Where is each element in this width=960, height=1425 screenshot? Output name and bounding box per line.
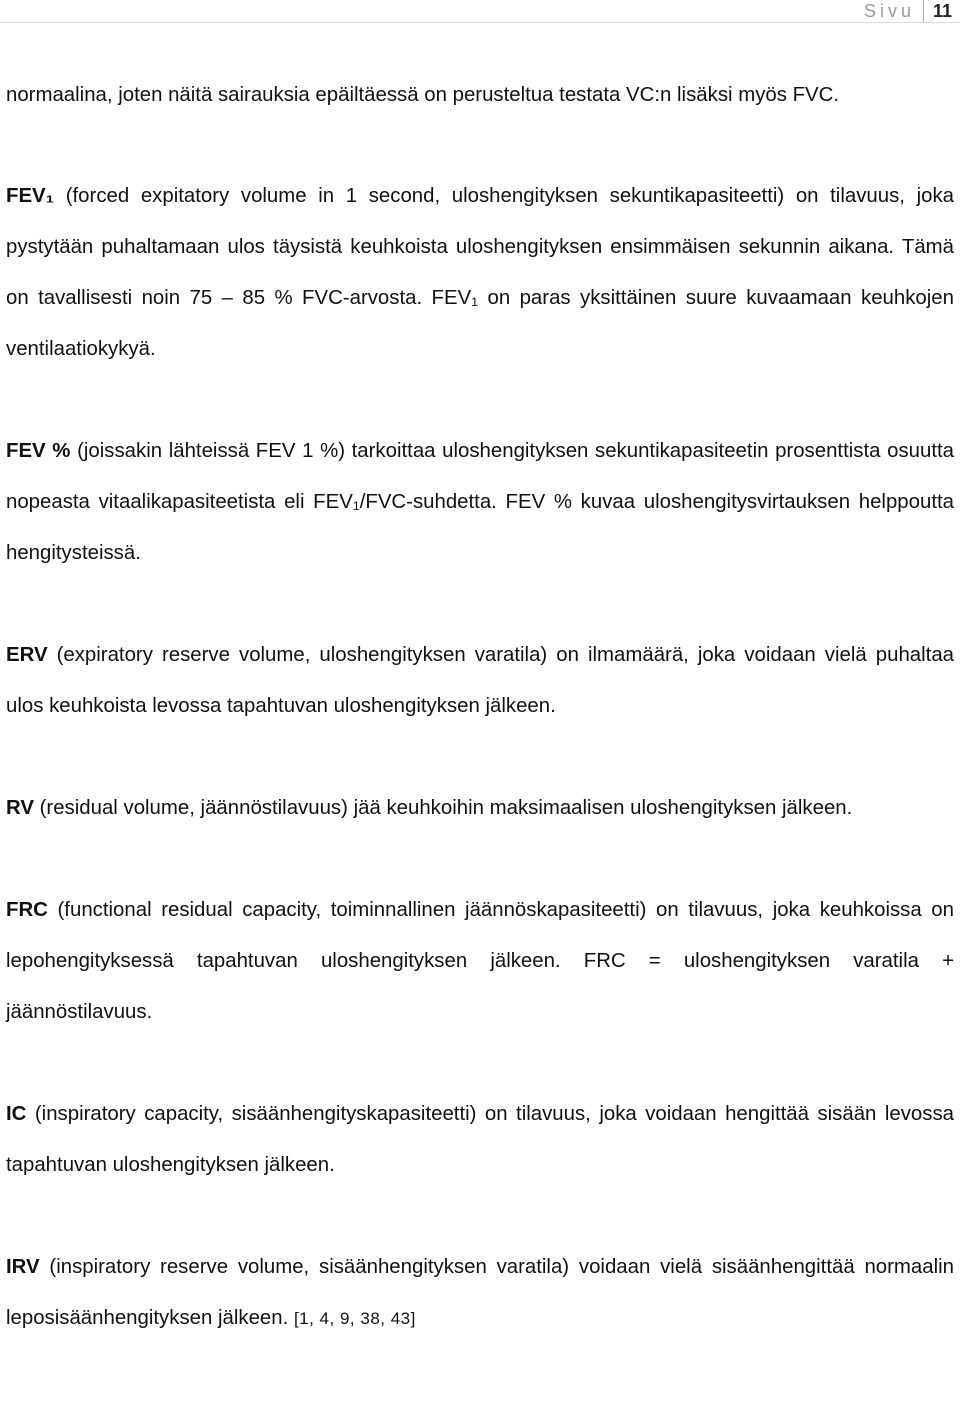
page-number-box xyxy=(864,0,952,22)
document-body xyxy=(6,70,954,1395)
paragraph-ic xyxy=(6,1089,954,1191)
paragraph-frc xyxy=(6,885,954,1038)
paragraph-text: (residual volume, jäännöstilavuus) jää keuhkoihin maksimaalisen uloshengityksen jälkeen. xyxy=(33,797,853,819)
term-fev1: FEV₁ xyxy=(6,185,55,207)
paragraph-text: (inspiratory capacity, sisäänhengityskapasiteetti) on tilavuus, joka voidaan hengittää sisään levossa tapahtuvan uloshengityksen jälkeen. xyxy=(6,1103,954,1176)
term-ic: IC xyxy=(6,1103,27,1125)
paragraph-text: (forced expitatory volume in 1 second, uloshengityksen sekuntikapasiteetti) on tilavuus, joka pystytään puhaltamaan ulos täysistä keuhkoista uloshengityksen ensimmäisen sekunnin aikana. Tämä on tavallisesti noin 75 – 85 % FVC-arvosta. FEV₁ on paras yksittäinen suure kuvaamaan keuhkojen ventilaatiokykyä. xyxy=(6,185,954,360)
paragraph-text: (expiratory reserve volume, uloshengityksen varatila) on ilmamäärä, joka voidaan vielä puhaltaa ulos keuhkoista levossa tapahtuvan uloshengityksen jälkeen. xyxy=(6,644,954,717)
page-header xyxy=(0,0,960,23)
term-fev-percent: FEV % xyxy=(6,440,71,462)
citation-references: [1, 4, 9, 38, 43] xyxy=(293,1309,416,1328)
term-irv: IRV xyxy=(6,1256,40,1278)
page-number: 11 xyxy=(932,0,952,21)
paragraph-fev-percent xyxy=(6,426,954,579)
term-rv: RV xyxy=(6,797,34,819)
paragraph-text: normaalina, joten näitä sairauksia epäiltäessä on perusteltua testata VC:n lisäksi myös FVC. xyxy=(6,84,840,106)
paragraph-text: (functional residual capacity, toiminnallinen jäännöskapasiteetti) on tilavuus, joka keuhkoissa on lepohengityksessä tapahtuvan uloshengityksen jälkeen. FRC = uloshengityksen varatila + jäännöstilavuus. xyxy=(6,899,954,1023)
paragraph-rv xyxy=(6,783,954,834)
paragraph-continuation xyxy=(6,70,954,121)
term-erv: ERV xyxy=(6,644,48,666)
paragraph-text: (inspiratory reserve volume, sisäänhengityksen varatila) voidaan vielä sisäänhengittää normaalin leposisäänhengityksen jälkeen. xyxy=(6,1256,954,1329)
paragraph-fev1 xyxy=(6,171,954,375)
paragraph-text: (joissakin lähteissä FEV 1 %) tarkoittaa uloshengityksen sekuntikapasiteetin prosenttista osuutta nopeasta vitaalikapasiteetista eli FEV₁/FVC-suhdetta. FEV % kuvaa uloshengitysvirtauksen helppoutta hengitysteissä. xyxy=(6,440,954,564)
paragraph-irv xyxy=(6,1242,954,1344)
term-frc: FRC xyxy=(6,899,48,921)
paragraph-erv xyxy=(6,630,954,732)
page-label: Sivu xyxy=(863,0,915,21)
